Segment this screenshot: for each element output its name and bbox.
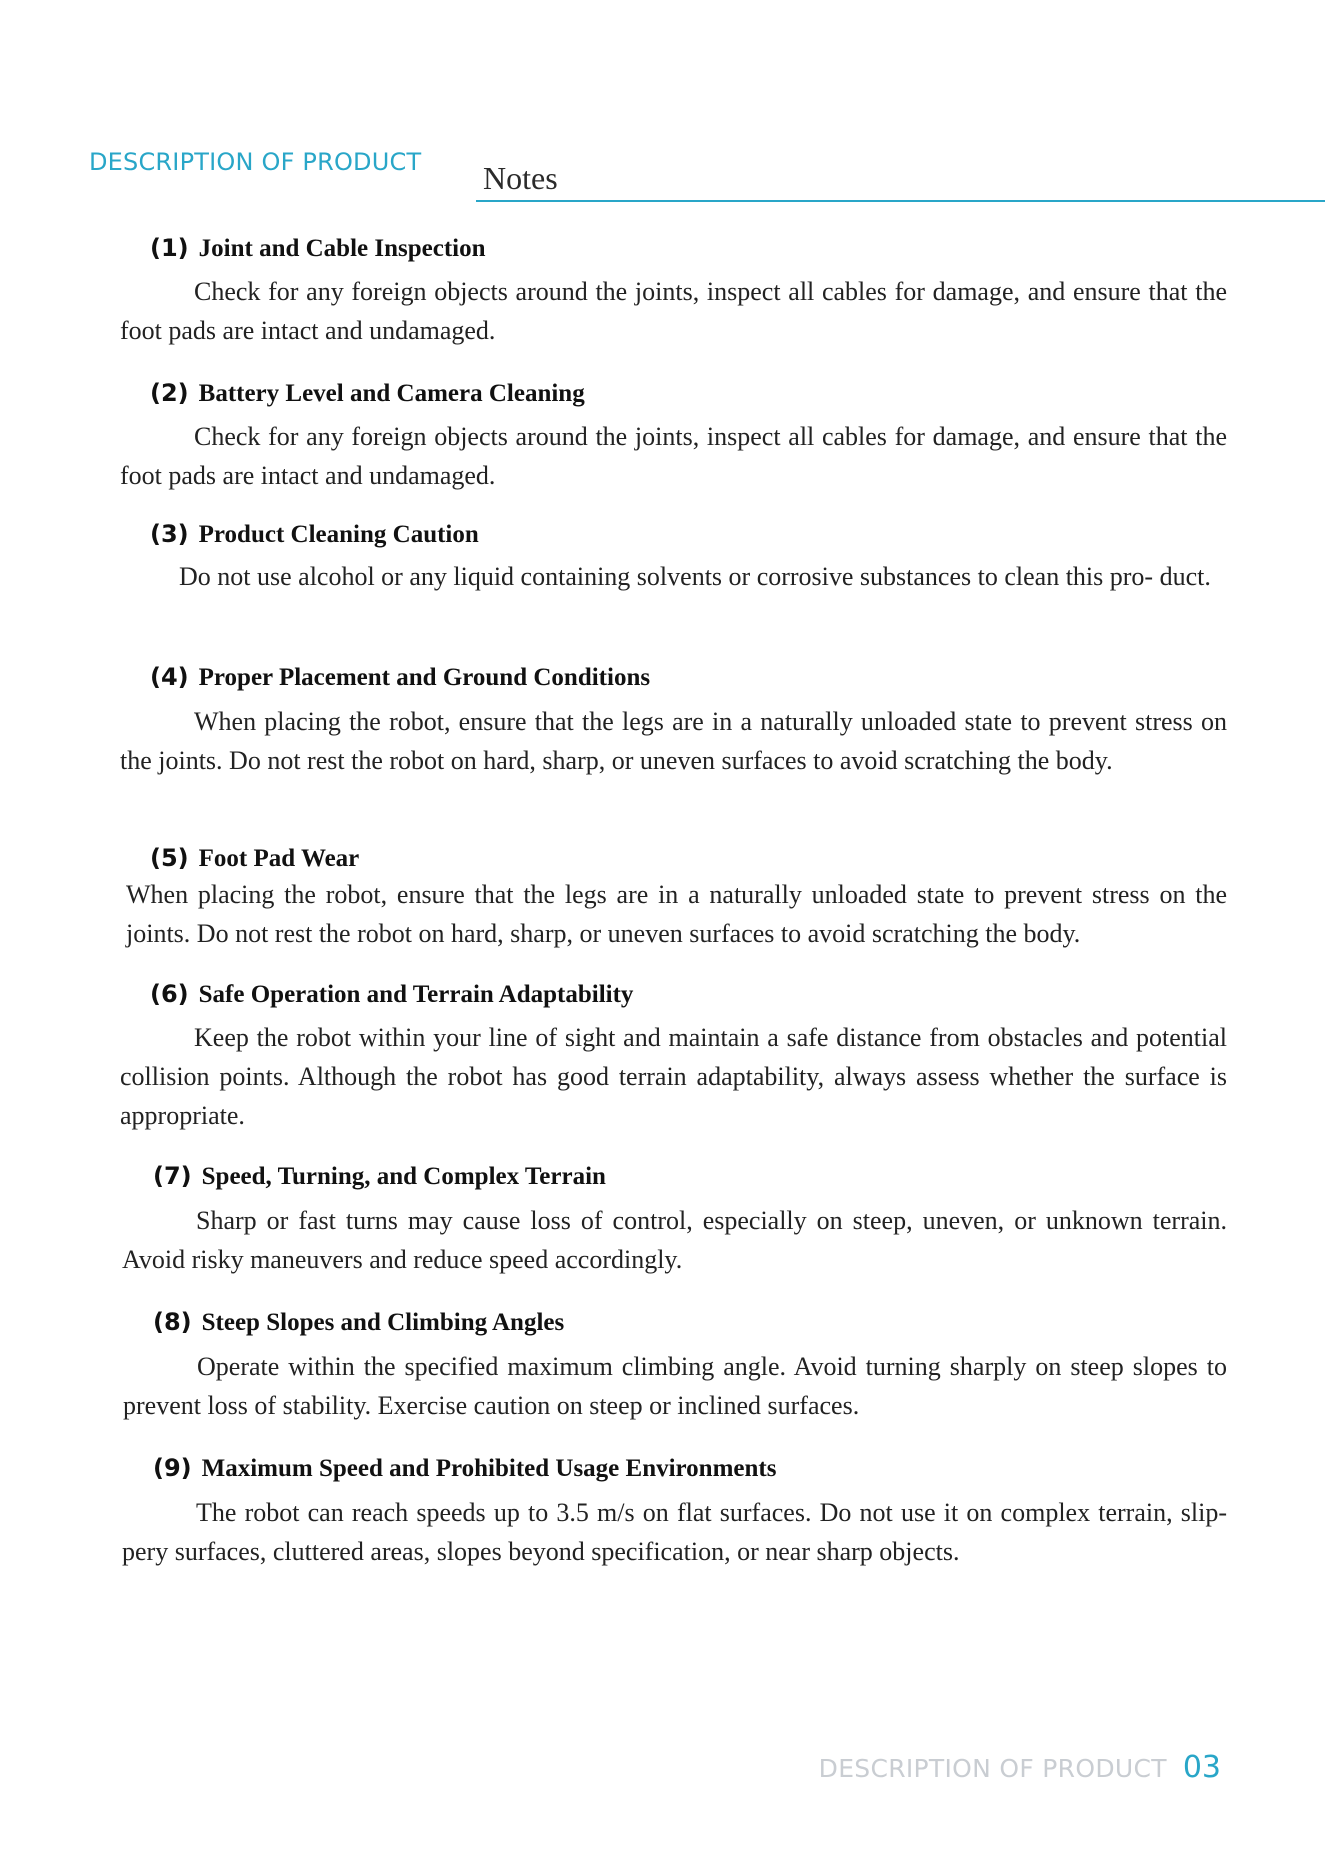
note-body: Keep the robot within your line of sight and maintain a safe distance from obstacles and potential collision points. Although the robot has good terrain adaptability, always assess whether the surface is appropriate.: [120, 1023, 1227, 1130]
note-body: Do not use alcohol or any liquid containing solvents or corrosive substances to clean this pro- duct.: [179, 562, 1211, 591]
note-heading: [150, 520, 479, 549]
note-body: The robot can reach speeds up to 3.5 m/s on flat surfaces. Do not use it on complex terrain, slip- pery surfaces, cluttered areas, slopes beyond specification, or near sharp objects.: [122, 1498, 1227, 1566]
note-body: Check for any foreign objects around the joints, inspect all cables for damage, and ensure that the foot pads are intact and undamaged.: [120, 277, 1227, 345]
note-number: (6): [150, 980, 189, 1008]
note-body: Operate within the specified maximum climbing angle. Avoid turning sharply on steep slopes to prevent loss of stability. Exercise caution on steep or inclined surfaces.: [123, 1352, 1227, 1420]
page-title: Notes: [483, 160, 558, 196]
note-number: (7): [153, 1162, 192, 1190]
header-section-label: DESCRIPTION OF PRODUCT: [89, 148, 422, 176]
header-divider: [476, 200, 1325, 202]
note-heading: [150, 980, 633, 1009]
page-footer: [819, 1750, 1221, 1785]
note-heading-text: Foot Pad Wear: [198, 845, 360, 872]
note-number: (2): [150, 379, 189, 407]
note-heading: [153, 1454, 776, 1483]
note-number: (3): [150, 520, 189, 548]
note-heading: [153, 1162, 606, 1191]
note-number: (5): [150, 844, 189, 872]
note-number: (4): [150, 663, 189, 691]
page-number: 03: [1182, 1750, 1221, 1785]
note-heading: [150, 234, 486, 263]
note-heading: [150, 663, 650, 692]
note-heading: [150, 844, 359, 873]
note-body: When placing the robot, ensure that the legs are in a naturally unloaded state to prevent stress on the joints. Do not rest the robot on hard, sharp, or uneven surfaces to avoid scratching the body.: [126, 880, 1227, 948]
note-heading-text: Steep Slopes and Climbing Angles: [201, 1309, 565, 1336]
note-heading-text: Battery Level and Camera Cleaning: [198, 380, 585, 407]
note-heading-text: Safe Operation and Terrain Adaptability: [198, 981, 634, 1008]
note-heading-text: Speed, Turning, and Complex Terrain: [201, 1163, 606, 1190]
note-heading-text: Product Cleaning Caution: [198, 521, 479, 548]
note-number: (1): [150, 234, 189, 262]
note-heading-text: Proper Placement and Ground Conditions: [198, 664, 651, 691]
note-body: Check for any foreign objects around the joints, inspect all cables for damage, and ensure that the foot pads are intact and undamaged.: [120, 422, 1227, 490]
note-heading-text: Joint and Cable Inspection: [198, 235, 486, 262]
note-body: When placing the robot, ensure that the legs are in a naturally unloaded state to prevent stress on the joints. Do not rest the robot on hard, sharp, or uneven surfaces to avoid scratching the body.: [120, 707, 1227, 775]
note-heading-text: Maximum Speed and Prohibited Usage Environments: [201, 1455, 777, 1482]
footer-section-label: DESCRIPTION OF PRODUCT: [818, 1754, 1167, 1783]
note-number: (8): [153, 1308, 192, 1336]
note-heading: [150, 379, 585, 408]
note-number: (9): [153, 1454, 192, 1482]
note-body: Sharp or fast turns may cause loss of control, especially on steep, uneven, or unknown terrain. Avoid risky maneuvers and reduce speed accordingly.: [122, 1206, 1227, 1274]
note-heading: [153, 1308, 564, 1337]
